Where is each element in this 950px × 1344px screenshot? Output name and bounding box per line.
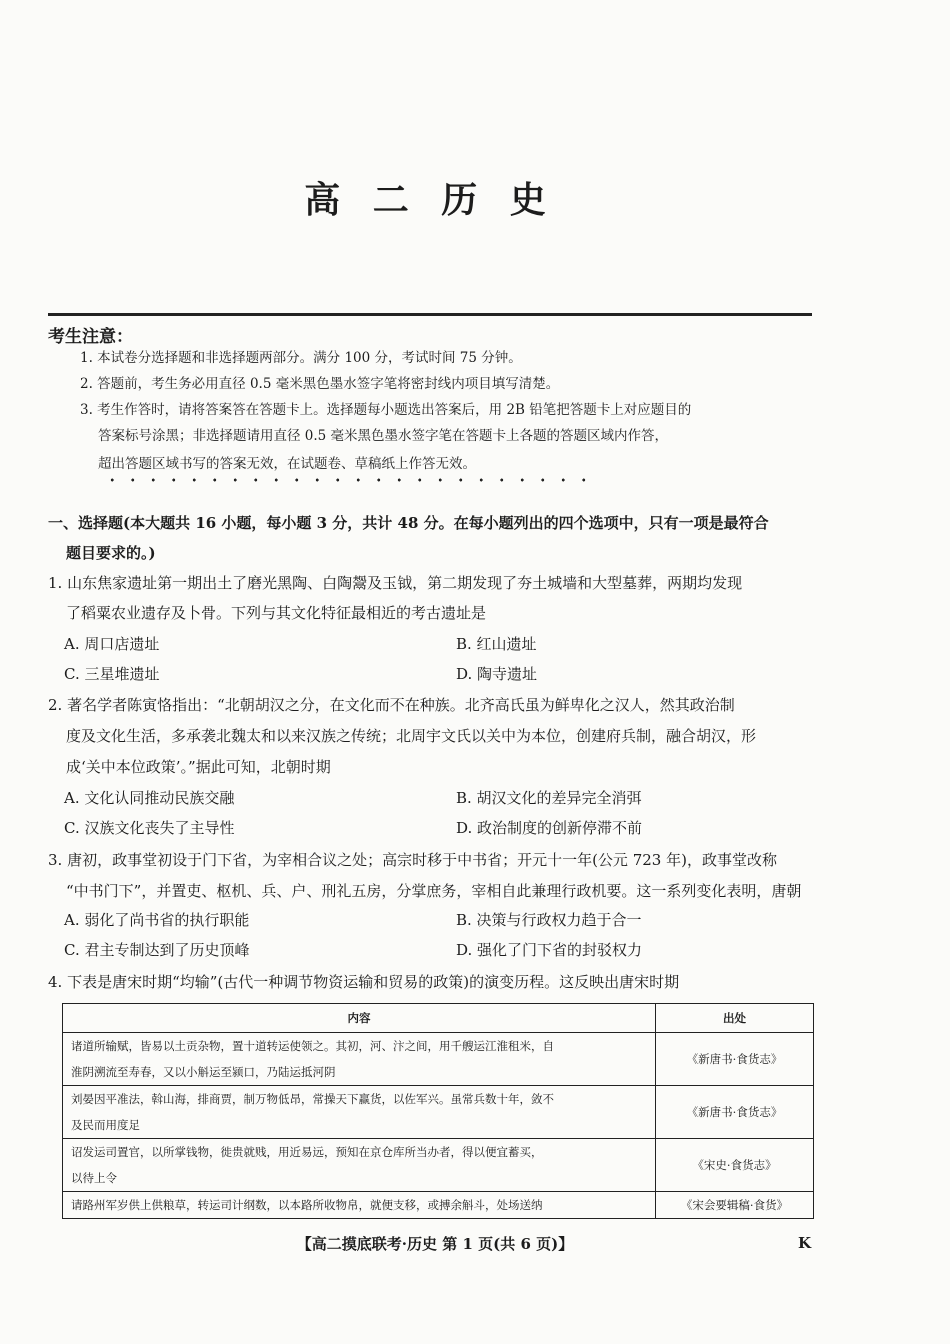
question-2-line: 度及文化生活，多承袭北魏太和以来汉族之传统；北周宇文氏以关中为本位，创建府兵制，融合胡汉，形 [66,727,757,745]
table-row [63,1086,814,1139]
question-2-line: 成‘关中本位政策’。”据此可知，北朝时期 [66,758,331,776]
question-1-option-d: D. 陶寺遗址 [456,665,538,683]
footer-mark: K [798,1234,812,1252]
question-3-line: 3. 唐初，政事堂初设于门下省，为宰相合议之处；高宗时移于中书省；开元十一年(公元 723 年)，政事堂改称 [48,851,777,869]
page-title: 高 二 历 史 [304,179,556,221]
table-cell-source: 《新唐书·食货志》 [656,1086,814,1139]
table-cell-source: 《新唐书·食货志》 [656,1033,814,1086]
notice-item: 答案标号涂黑；非选择题请用直径 0.5 毫米黑色墨水签字笔在答题卡上各题的答题区域内作答， [98,428,669,444]
question-3-option-b: B. 决策与行政权力趋于合一 [456,911,642,929]
table-cell-content: 刘晏因平准法，斡山海，排商贾，制万物低昂，常操天下赢货，以佐军兴。虽常兵数十年，敛不 及民而用度足 [63,1086,656,1139]
table-cell-content: 请路州军岁供上供粮草，转运司计纲数，以本路所收物帛，就便支移，或搏余斛斗，处场送纳 [63,1192,656,1219]
table-row [63,1192,814,1219]
notice-item: 3. 考生作答时，请将答案答在答题卡上。选择题每小题选出答案后，用 2B 铅笔把答题卡上对应题目的 [80,402,692,418]
header-rule [48,313,812,316]
notice-heading: 考生注意： [48,327,133,347]
table-row [63,1033,814,1086]
page-footer: 【高二摸底联考·历史 第 1 页(共 6 页)】 [296,1235,574,1253]
question-1-line: 了稻粟农业遗存及卜骨。下列与其文化特征最相近的考古遗址是 [66,604,487,622]
notice-item: 1. 本试卷分选择题和非选择题两部分。满分 100 分，考试时间 75 分钟。 [80,350,522,366]
question-1-line: 1. 山东焦家遗址第一期出土了磨光黑陶、白陶鬶及玉钺，第二期发现了夯土城墙和大型墓葬，两期均发现 [48,574,743,592]
question-3-option-d: D. 强化了门下省的封驳权力 [456,941,643,959]
question-1-option-a: A. 周口店遗址 [64,635,160,653]
section-heading-cont: 题目要求的。) [66,544,156,562]
question-3-option-c: C. 君主专制达到了历史顶峰 [64,941,250,959]
question-4-line: 4. 下表是唐宋时期“均输”(古代一种调节物资运输和贸易的政策)的演变历程。这反映出唐宋时期 [48,973,680,991]
section-heading: 一、选择题(本大题共 16 小题，每小题 3 分，共计 48 分。在每小题列出的四个选项中，只有一项是最符合 [48,514,769,532]
emphasis-dots [102,478,602,482]
table-cell-content: 诸道所输赋，皆易以土贡杂物，置十道转运使领之。其初，河、汴之间，用千艘运江淮租米，自 淮阴溯流至寿春，又以小斛运至颍口，乃陆运抵河阴 [63,1033,656,1086]
table-cell-content: 诏发运司置官，以所掌钱物，徙贵就贱，用近易远，预知在京仓库所当办者，得以便宜蓄买， 以待上令 [63,1139,656,1192]
notice-emphasis: 超出答题区域书写的答案无效，在试题卷、草稿纸上作答无效。 [98,456,476,472]
question-3-option-a: A. 弱化了尚书省的执行职能 [64,911,250,929]
table-header-source: 出处 [656,1004,814,1033]
junshu-table [62,1003,814,1219]
table-header-row [63,1004,814,1033]
table-cell-source: 《宋会要辑稿·食货》 [656,1192,814,1219]
question-3-line: “中书门下”，并置吏、枢机、兵、户、刑礼五房，分掌庶务，宰相自此兼理行政机要。这一系列变化表明，唐朝 [66,882,802,900]
table-header-content: 内容 [63,1004,656,1033]
question-1-option-b: B. 红山遗址 [456,635,537,653]
table-row [63,1139,814,1192]
question-2-option-d: D. 政治制度的创新停滞不前 [456,819,643,837]
question-2-option-b: B. 胡汉文化的差异完全消弭 [456,789,642,807]
question-2-option-a: A. 文化认同推动民族交融 [64,789,235,807]
notice-item: 2. 答题前，考生务必用直径 0.5 毫米黑色墨水签字笔将密封线内项目填写清楚。 [80,376,560,392]
table-cell-source: 《宋史·食货志》 [656,1139,814,1192]
question-1-option-c: C. 三星堆遗址 [64,665,160,683]
question-2-line: 2. 著名学者陈寅恪指出：“北朝胡汉之分，在文化而不在种族。北齐高氏虽为鲜卑化之汉人，然其政治制 [48,696,735,714]
question-2-option-c: C. 汉族文化丧失了主导性 [64,819,235,837]
